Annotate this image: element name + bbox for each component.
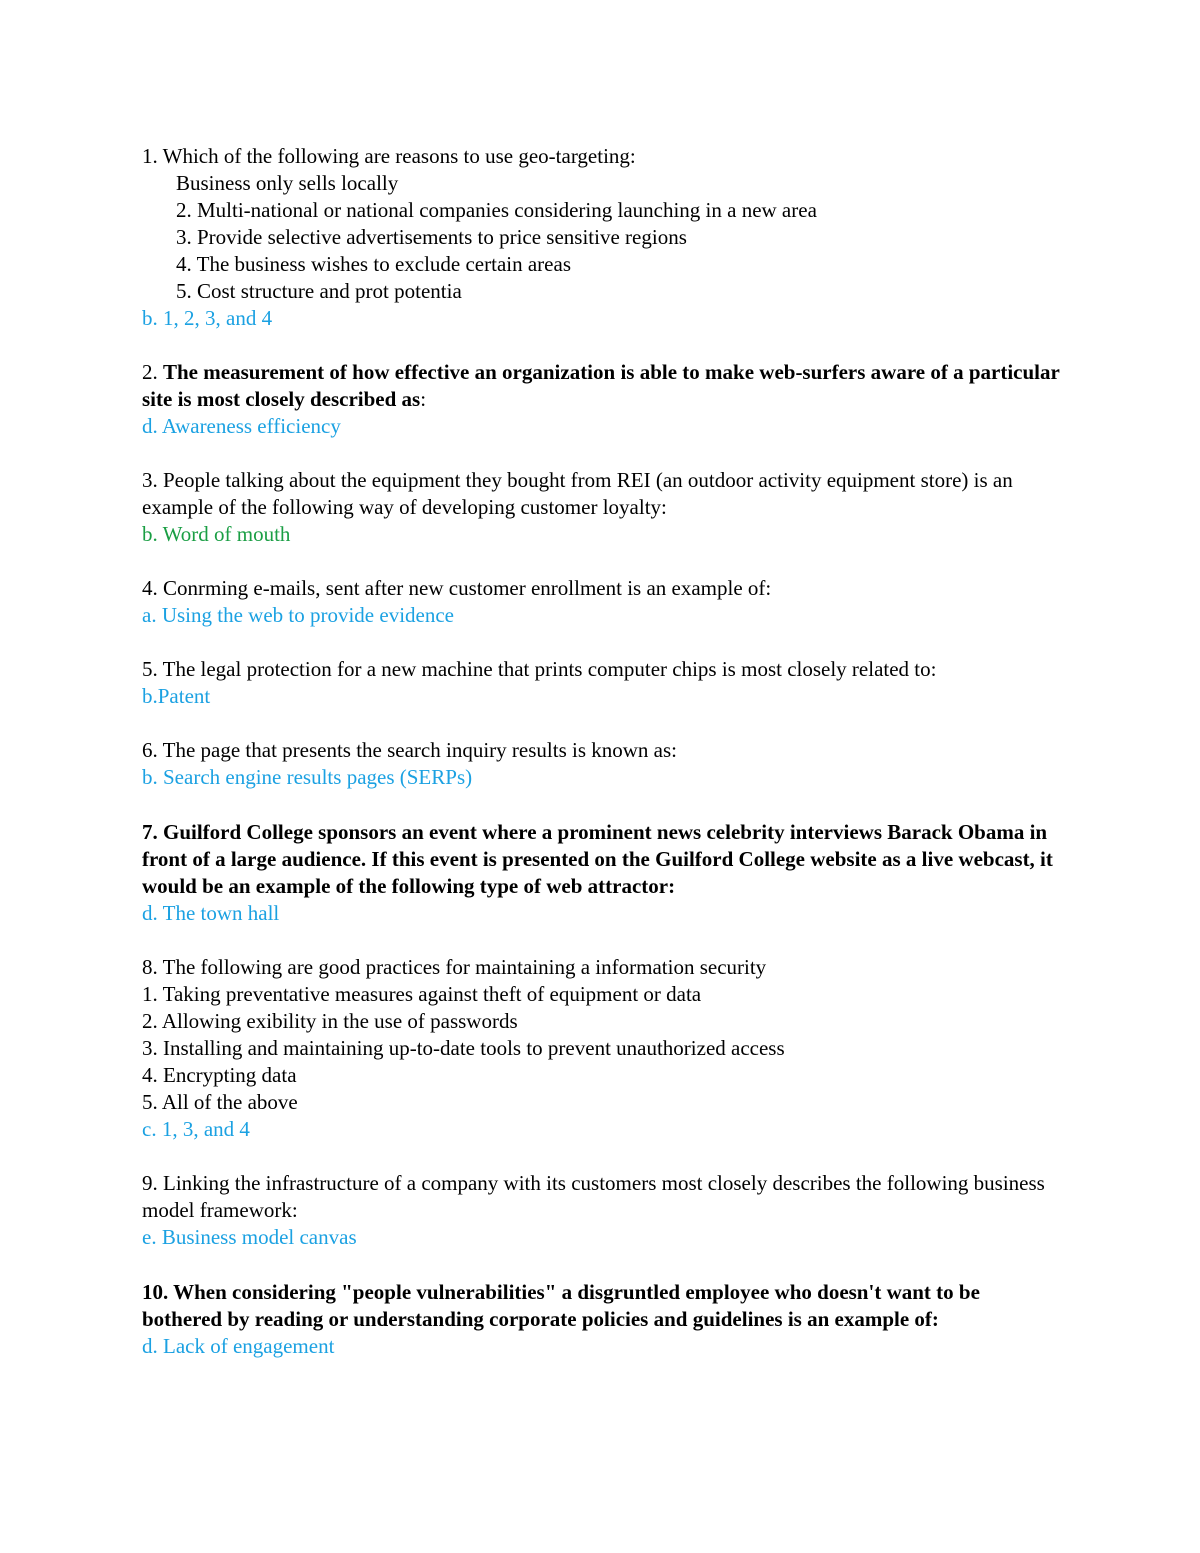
option-item: 5. Cost structure and prot potentia [176, 279, 462, 303]
option-item: 3. Provide selective advertisements to price sensitive regions [176, 225, 687, 249]
question-1 [142, 143, 1062, 332]
question-colon: : [420, 387, 427, 411]
question-9 [142, 1170, 1062, 1251]
question-text: 4. Conrming e-mails, sent after new customer enrollment is an example of: [142, 576, 772, 600]
question-text: 8. The following are good practices for maintaining a information security [142, 955, 767, 979]
question-text: 6. The page that presents the search inquiry results is known as: [142, 738, 677, 762]
option-item: 4. The business wishes to exclude certain areas [176, 252, 571, 276]
question-10 [142, 1279, 1062, 1360]
answer-text: d. Lack of engagement [142, 1334, 335, 1358]
question-number: 2. [142, 360, 163, 384]
option-item: 4. Encrypting data [142, 1063, 297, 1087]
question-4 [142, 575, 1062, 629]
question-text: 1. Which of the following are reasons to use geo-targeting: [142, 144, 636, 168]
option-item: 3. Installing and maintaining up-to-date tools to prevent unauthorized access [142, 1036, 785, 1060]
answer-text: b. Search engine results pages (SERPs) [142, 765, 473, 789]
question-7 [142, 819, 1062, 927]
question-text: 9. Linking the infrastructure of a company with its customers most closely describes the following business model framework: [142, 1171, 1051, 1222]
answer-text: d. The town hall [142, 901, 280, 925]
question-text: 7. Guilford College sponsors an event where a prominent news celebrity interviews Barack Obama in front of a large audience. If this event is presented on the Guilford College website as a live webcast, it would be an example of the following type of web attractor: [142, 820, 1059, 898]
question-text: 5. The legal protection for a new machine that prints computer chips is most closely related to: [142, 657, 937, 681]
option-item: 2. Multi-national or national companies considering launching in a new area [176, 198, 817, 222]
answer-text: b. Word of mouth [142, 522, 291, 546]
answer-text: e. Business model canvas [142, 1225, 357, 1249]
option-item: 5. All of the above [142, 1090, 298, 1114]
option-item: 1. Taking preventative measures against theft of equipment or data [142, 982, 702, 1006]
option-item: 2. Allowing exibility in the use of passwords [142, 1009, 518, 1033]
question-text: 10. When considering "people vulnerabilities" a disgruntled employee who doesn't want to be bothered by reading or understanding corporate policies and guidelines is an example of: [142, 1280, 986, 1331]
question-text [142, 359, 1065, 413]
question-3 [142, 467, 1062, 548]
question-6 [142, 737, 1062, 791]
question-5 [142, 656, 1062, 710]
question-8 [142, 954, 1062, 1143]
answer-text: a. Using the web to provide evidence [142, 603, 454, 627]
question-bold-text: The measurement of how effective an organization is able to make web-surfers aware of a particular site is most closely described as [142, 360, 1065, 411]
question-text: 3. People talking about the equipment they bought from REI (an outdoor activity equipment store) is an example of the following way of developing customer loyalty: [142, 468, 1018, 519]
answer-text: b. 1, 2, 3, and 4 [142, 306, 273, 330]
answer-text: c. 1, 3, and 4 [142, 1117, 250, 1141]
question-2 [142, 359, 1065, 440]
option-item: Business only sells locally [176, 171, 399, 195]
answer-text: d. Awareness efficiency [142, 414, 341, 438]
answer-text: b.Patent [142, 684, 211, 708]
